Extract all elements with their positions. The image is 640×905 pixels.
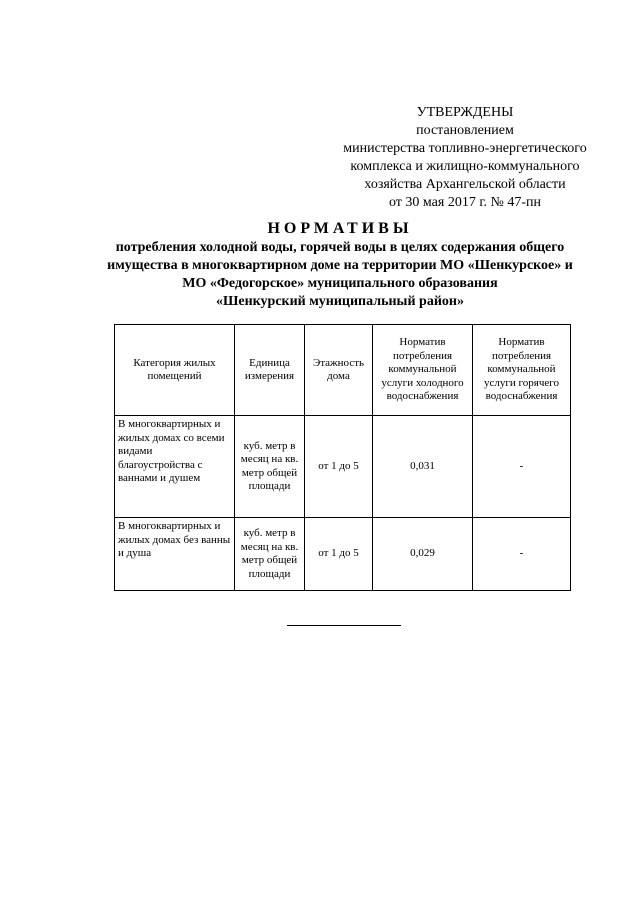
document-title [60, 219, 620, 311]
title-line: имущества в многоквартирном доме на территории МО «Шенкурское» и [107, 258, 573, 273]
title-line: потребления холодной воды, горячей воды в целях содержания общего [115, 240, 565, 255]
cell-floors: от 1 до 5 [305, 416, 373, 518]
header-category: Категория жилых помещений [115, 325, 235, 416]
norms-table [114, 324, 571, 591]
header-hot-water: Норматив потребления коммунальной услуги горячего водоснабжения [473, 325, 571, 416]
table-header-row [115, 325, 571, 416]
cell-category: В многоквартирных и жилых домах без ванны и душа [115, 518, 235, 591]
approval-date: от 30 мая 2017 г. № 47-пн [388, 195, 542, 210]
end-separator-line [287, 625, 401, 626]
table-row [115, 518, 571, 591]
header-cold-water: Норматив потребления коммунальной услуги холодного водоснабжения [373, 325, 473, 416]
approval-line: министерства топливно-энергетического [343, 141, 587, 156]
title-main: НОРМАТИВЫ [267, 220, 413, 237]
cell-unit: куб. метр в месяц на кв. метр общей площади [235, 518, 305, 591]
cell-hot-water: - [473, 416, 571, 518]
approval-line: комплекса и жилищно-коммунального [350, 159, 580, 174]
header-floors: Этажность дома [305, 325, 373, 416]
approval-line: постановлением [416, 123, 514, 138]
table-row [115, 416, 571, 518]
header-unit: Единица измерения [235, 325, 305, 416]
cell-category: В многоквартирных и жилых домах со всеми видами благоустройства с ваннами и душем [115, 416, 235, 518]
approval-line: хозяйства Архангельской области [364, 177, 566, 192]
cell-hot-water: - [473, 518, 571, 591]
cell-unit: куб. метр в месяц на кв. метр общей площади [235, 416, 305, 518]
cell-cold-water: 0,029 [373, 518, 473, 591]
title-line: «Шенкурский муниципальный район» [216, 294, 464, 309]
cell-floors: от 1 до 5 [305, 518, 373, 591]
title-line: МО «Федогорское» муниципального образования [182, 276, 498, 291]
approval-heading: УТВЕРЖДЕНЫ [416, 105, 514, 120]
cell-cold-water: 0,031 [373, 416, 473, 518]
approval-block [300, 104, 630, 212]
